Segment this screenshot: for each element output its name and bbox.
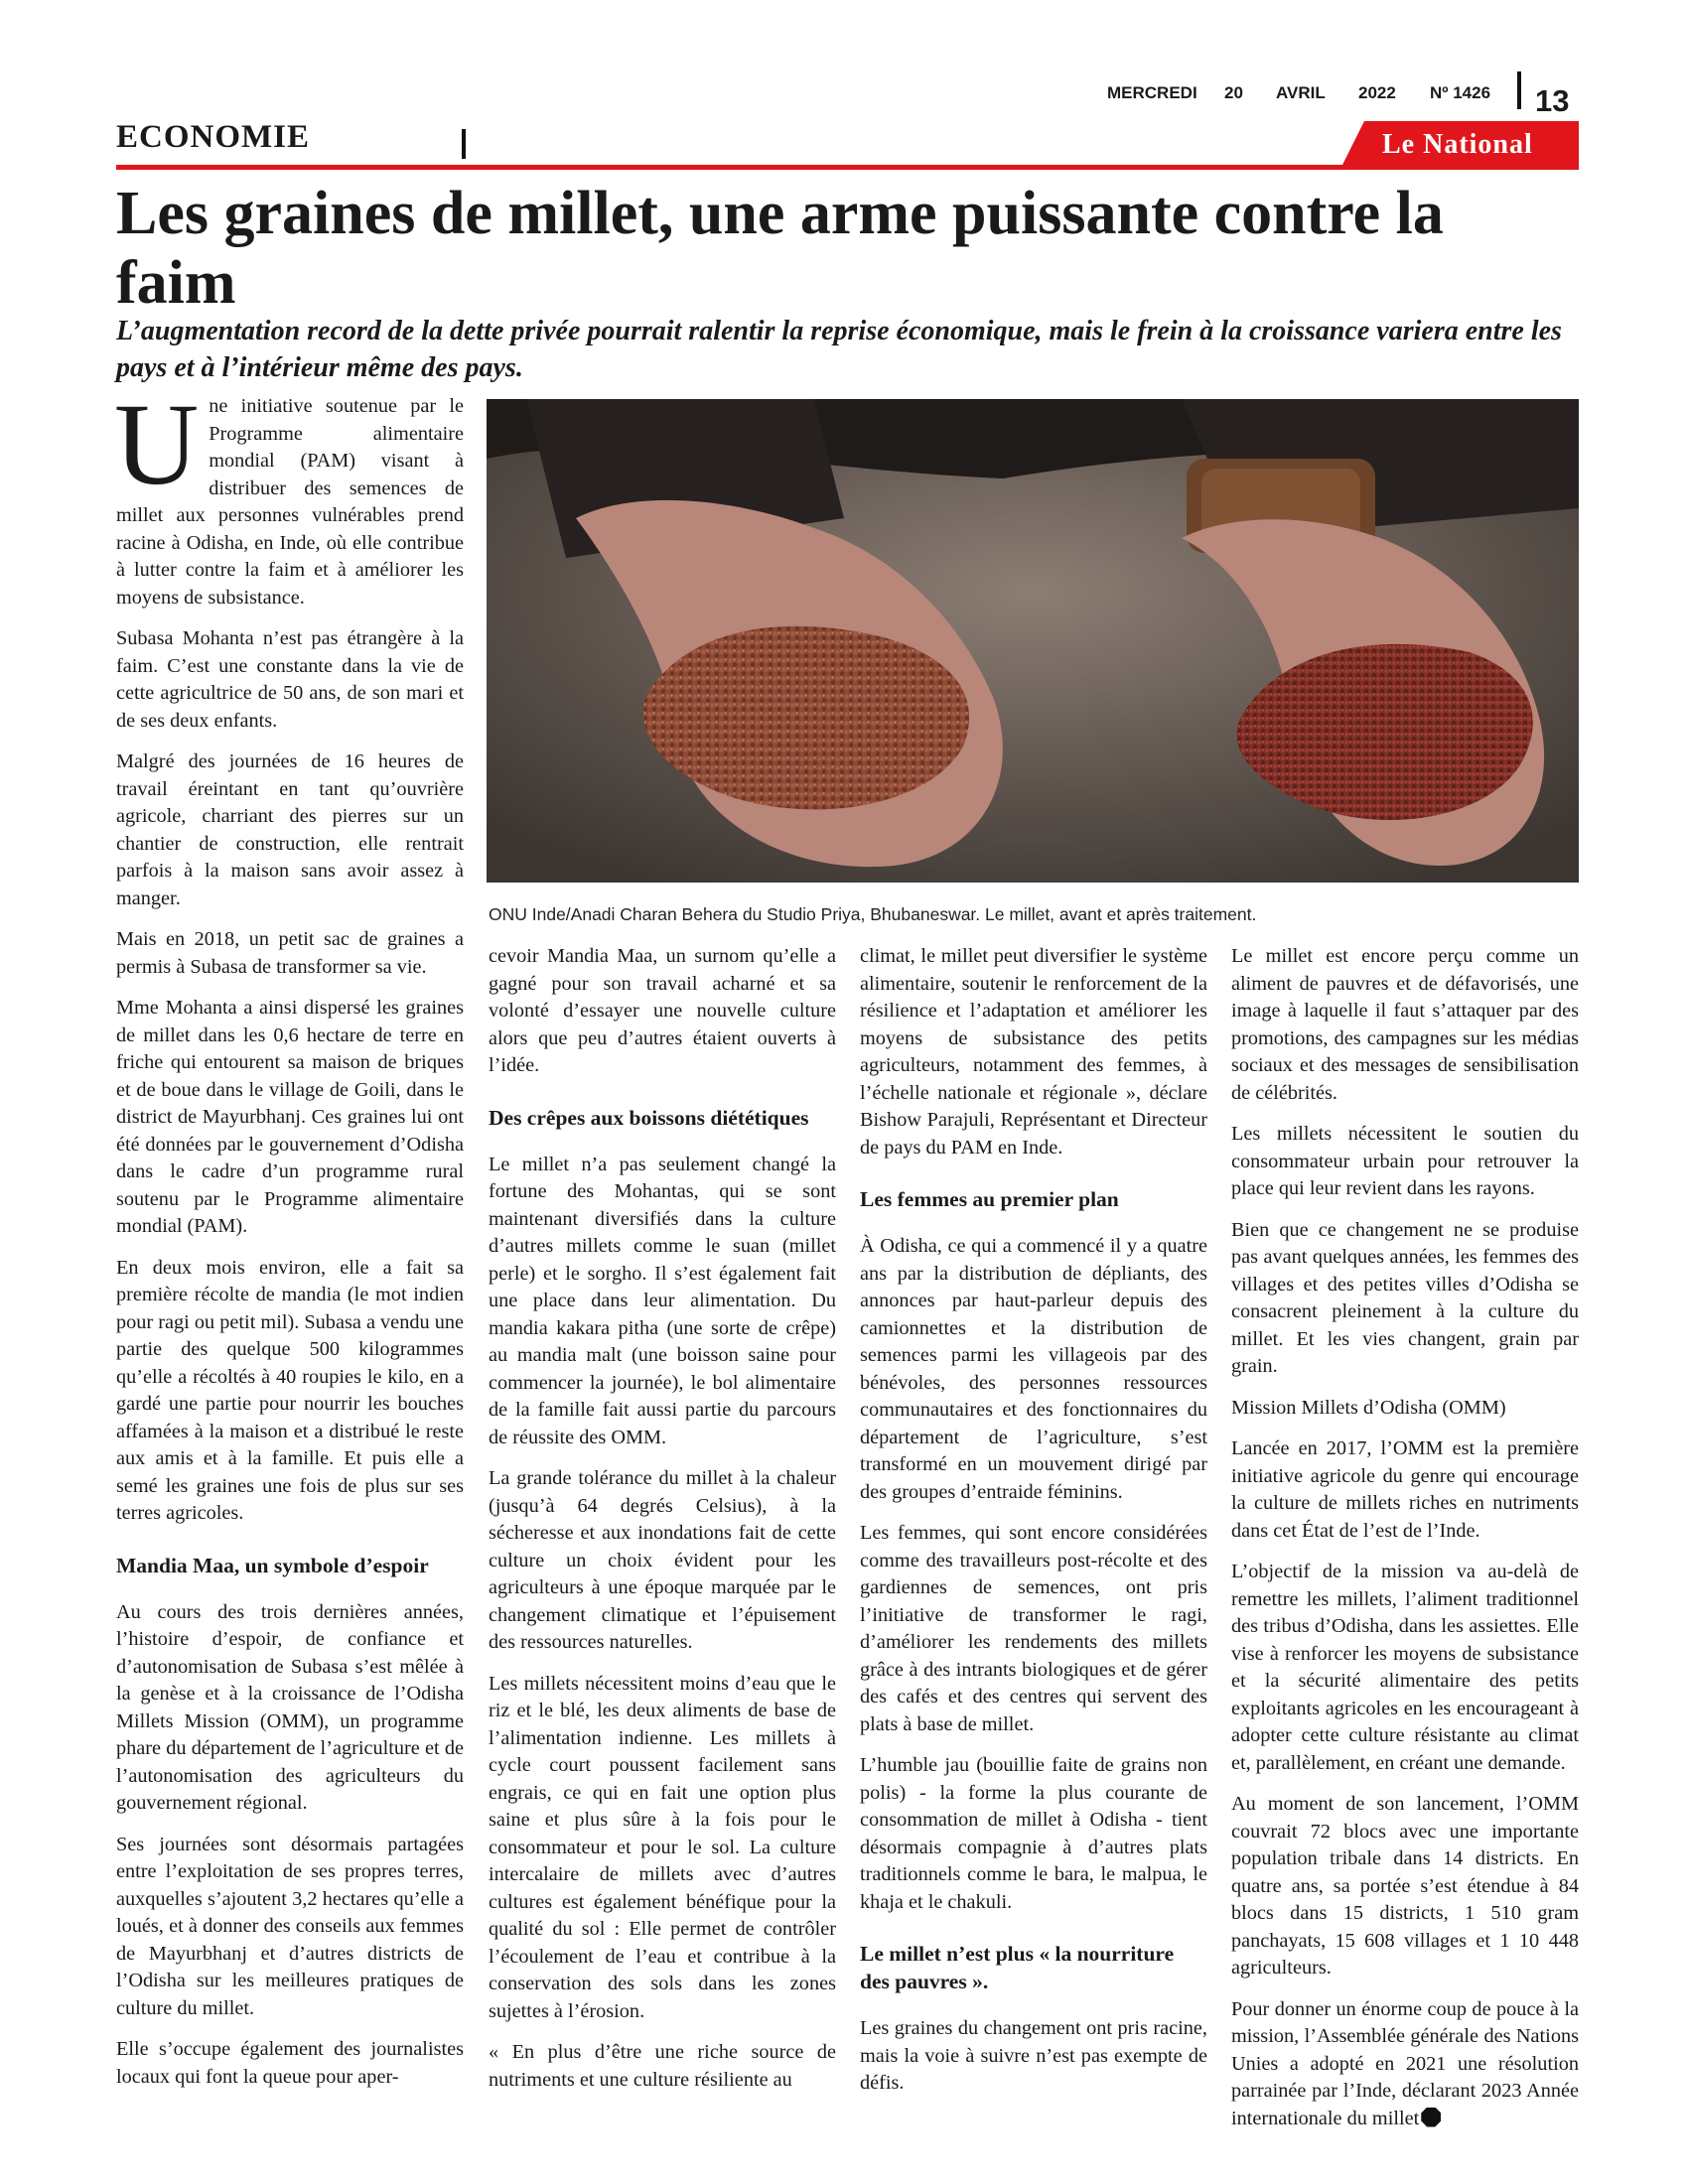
paragraph: Bien que ce changement ne se produise pas avant quelques années, les femmes des villages et des petites villes d’Odisha se consacrent pleinement à la culture du millet. Et les vies changent, grain par grain. — [1231, 1218, 1579, 1377]
paragraph: Les millets nécessitent moins d’eau que le riz et le blé, les deux aliments de base de l’alimentation indienne. Les millets à cycle court poussent facilement sans engrais, ce qui en fait une option plus saine et plus sûre à la fois pour le consommateur et pour le sol. La culture intercalaire de millets avec d’autres cultures est également bénéfique pour la qualité du sol : Elle permet de contrôler l’écoulement de l’eau et contribue à la conservation des sols dans les zones sujettes à l’érosion. — [489, 1672, 836, 2022]
header-rule — [116, 165, 1579, 170]
paragraph: Ses journées sont désormais partagées entre l’exploitation de ses propres terres, auxquelles s’ajoutent 3,2 hectares qu’elle a loués, et à donner des conseils aux femmes de Mayurbhanj et d’autres districts de l’Odisha sur les meilleures pratiques de culture du millet. — [116, 1833, 464, 2019]
article-photo-hands-holding-millet — [487, 399, 1579, 883]
paragraph: Malgré des journées de 16 heures de travail éreintant en tant qu’ouvrière agricole, charriant des pierres sur un chantier de construction, elle rentrait parfois à la maison sans avoir assez à manger. — [116, 751, 464, 909]
issue-month: AVRIL — [1276, 83, 1326, 102]
paragraph: Les femmes, qui sont encore considérées comme des travailleurs post-récolte et des gardiennes de semences, ont pris l’initiative de transformer le ragi, d’améliorer les rendements des millets grâce à des intrants biologiques et de gérer des cafés et des centres qui servent des plats à base de millet. — [860, 1522, 1207, 1735]
article-column-2 — [489, 943, 836, 2108]
subheading: Le millet n’est plus « la nourriture des pauvres ». — [860, 1942, 1175, 1993]
paragraph: L’humble jau (bouillie faite de grains non polis) - la forme la plus courante de consommation de millet à Odisha - tient désormais compagnie à d’autres plats traditionnels comme le bara, le malpua, le khaja et le chakuli. — [860, 1754, 1207, 1913]
paragraph: À Odisha, ce qui a commencé il y a quatre ans par la distribution de dépliants, des annonces par haut-parleur depuis des camionnettes et la distribution de semences parmi les villageois par des bénévoles, des personnes ressources communautaires et des fonctionnaires du département de l’agriculture, s’est transformé en un mouvement dirigé par des groupes d’entraide féminins. — [860, 1235, 1207, 1503]
paragraph: « En plus d’être une riche source de nutriments et une culture résiliente au — [489, 2041, 836, 2091]
article-column-3 — [860, 943, 1207, 2112]
paragraph: Les millets nécessitent le soutien du consommateur urbain pour retrouver la place qui leur revient dans les rayons. — [1231, 1123, 1579, 1199]
issue-number: Nº 1426 — [1430, 83, 1491, 102]
photo-illustration — [487, 399, 1579, 883]
section-label: ECONOMIE — [116, 119, 311, 155]
subheading: Mandia Maa, un symbole d’espoir — [116, 1553, 429, 1577]
article-headline: Les graines de millet, une arme puissante contre la faim — [116, 180, 1444, 317]
closing-text: Pour donner un énorme coup de pouce à la mission, l’Assemblée générale des Nations Unies a adopté en 2021 une résolution parrainée par l’Inde, déclarant 2023 Année internationale du millet — [1231, 1997, 1579, 2129]
paragraph: cevoir Mandia Maa, un surnom qu’elle a gagné pour son travail acharné et sa volonté d’essayer une nouvelle culture alors que peu d’autres étaient ouverts à l’idée. — [489, 945, 836, 1076]
page-number: 13 — [1535, 83, 1570, 118]
brand-name: Le National — [1382, 129, 1533, 160]
paragraph: Au cours des trois dernières années, l’histoire d’espoir, de confiance et d’autonomisation de Subasa s’est mêlée à la genèse et à la croissance de l’Odisha Millets Mission (OMM), un programme phare du département de l’agriculture et de l’autonomisation des agriculteurs du gouvernement régional. — [116, 1600, 464, 1814]
end-of-article-icon — [1421, 2108, 1441, 2127]
lead-text: ne initiative soutenue par le Programme alimentaire mondial (PAM) visant à distribuer des semences de millet aux personnes vulnérables prend racine à Odisha, en Inde, où elle contribue à lutter contre la faim et à améliorer les moyens de subsistance. — [116, 395, 464, 609]
paragraph: L’objectif de la mission va au-delà de remettre les millets, l’aliment traditionnel des tribus d’Odisha, dans les assiettes. Elle vise à renforcer les moyens de subsistance et la sécurité alimentaire des petits exploitants agricoles en les encourageant à adopter cette culture résistante au climat et, parallèlement, en créant une demande. — [1231, 1561, 1579, 1774]
issue-info-bar — [993, 71, 1570, 118]
paragraph: Lancée en 2017, l’OMM est la première initiative agricole du genre qui encourage la culture de millets riches en nutriments dans cet État de l’est de l’Inde. — [1231, 1437, 1579, 1542]
page-number-divider — [1517, 71, 1521, 109]
brand-tab — [1340, 121, 1579, 169]
paragraph: climat, le millet peut diversifier le système alimentaire, soutenir le renforcement de la résilience et l’adaptation et améliorer les moyens de subsistance des petits agriculteurs, notamment des femmes, à l’échelle nationale et régionale », déclare Bishow Parajuli, Représentant et Directeur de pays du PAM en Inde. — [860, 945, 1207, 1159]
issue-year: 2022 — [1358, 83, 1396, 102]
paragraph: La grande tolérance du millet à la chaleur (jusqu’à 64 degrés Celsius), à la sécheresse et aux inondations fait de cette culture un choix évident pour les agriculteurs à une époque marquée par le changement climatique et l’épuisement des ressources naturelles. — [489, 1467, 836, 1653]
paragraph: Mme Mohanta a ainsi dispersé les graines de millet dans les 0,6 hectare de terre en friche qui entourent sa maison de briques et de boue dans le village de Goili, dans le district de Mayurbhanj. Ces graines lui ont été données par le gouvernement d’Odisha dans le cadre d’un programme rural soutenu par le Programme alimentaire mondial (PAM). — [116, 997, 464, 1237]
closing-paragraph — [1231, 1996, 1579, 2133]
paragraph: Elle s’occupe également des journalistes locaux qui font la queue pour aper- — [116, 2038, 464, 2088]
subheading: Les femmes au premier plan — [860, 1187, 1119, 1211]
paragraph: Les graines du changement ont pris racine, mais la voie à suivre n’est pas exempte de défis. — [860, 2017, 1207, 2094]
paragraph: Au moment de son lancement, l’OMM couvrait 72 blocs avec une importante population tribale dans 14 districts. En quatre ans, sa portée s’est étendue à 84 blocs dans 15 districts, 1 510 gram panchayats, 15 608 villages et 1 10 448 agriculteurs. — [1231, 1793, 1579, 1979]
issue-date-number: 20 — [1224, 83, 1243, 102]
drop-cap: U — [114, 379, 200, 509]
article-column-1 — [114, 379, 464, 2105]
article-standfirst: L’augmentation record de la dette privée pourrait ralentir la reprise économique, mais le frein à la croissance variera entre les pays et à l’intérieur même des pays. — [116, 316, 1562, 383]
article-lead-paragraph — [114, 379, 464, 612]
paragraph: Mais en 2018, un petit sac de graines a permis à Subasa de transformer sa vie. — [116, 928, 464, 978]
paragraph: Mission Millets d’Odisha (OMM) — [1231, 1396, 1506, 1419]
subheading: Des crêpes aux boissons diététiques — [489, 1105, 809, 1130]
paragraph: En deux mois environ, elle a fait sa première récolte de mandia (le mot indien pour ragi ou petit mil). Subasa a vendu une partie des quelque 500 kilogrammes qu’elle a récoltés à 40 roupies le kilo, en a gardé une partie pour nourrir les bouches affamées à la maison et a distribué le reste aux amis et à la famille. Et puis elle a semé les graines une fois de plus sur ses terres agricoles. — [116, 1256, 464, 1524]
paragraph: Le millet est encore perçu comme un aliment de pauvres et de défavorisés, une image à laquelle il faut s’attaquer par des promotions, des campagnes sur les médias sociaux et des messages de sensibilisation de célébrités. — [1231, 945, 1579, 1104]
section-divider — [462, 129, 466, 159]
photo-caption: ONU Inde/Anadi Charan Behera du Studio Priya, Bhubaneswar. Le millet, avant et après traitement. — [489, 904, 1257, 924]
paragraph: Subasa Mohanta n’est pas étrangère à la faim. C’est une constante dans la vie de cette agricultrice de 50 ans, de son mari et de ses deux enfants. — [116, 627, 464, 732]
article-column-4 — [1231, 943, 1579, 2146]
issue-day: MERCREDI — [1107, 83, 1197, 102]
paragraph: Le millet n’a pas seulement changé la fortune des Mohantas, qui se sont maintenant diversifiés dans la culture d’autres millets comme le suan (millet perle) et le sorgho. Il s’est également fait une place dans leur alimentation. Du mandia kakara pitha (une sorte de crêpe) au mandia malt (une boisson saine pour commencer la journée), le bol alimentaire de la famille fait aussi partie du parcours de réussite des OMM. — [489, 1153, 836, 1448]
